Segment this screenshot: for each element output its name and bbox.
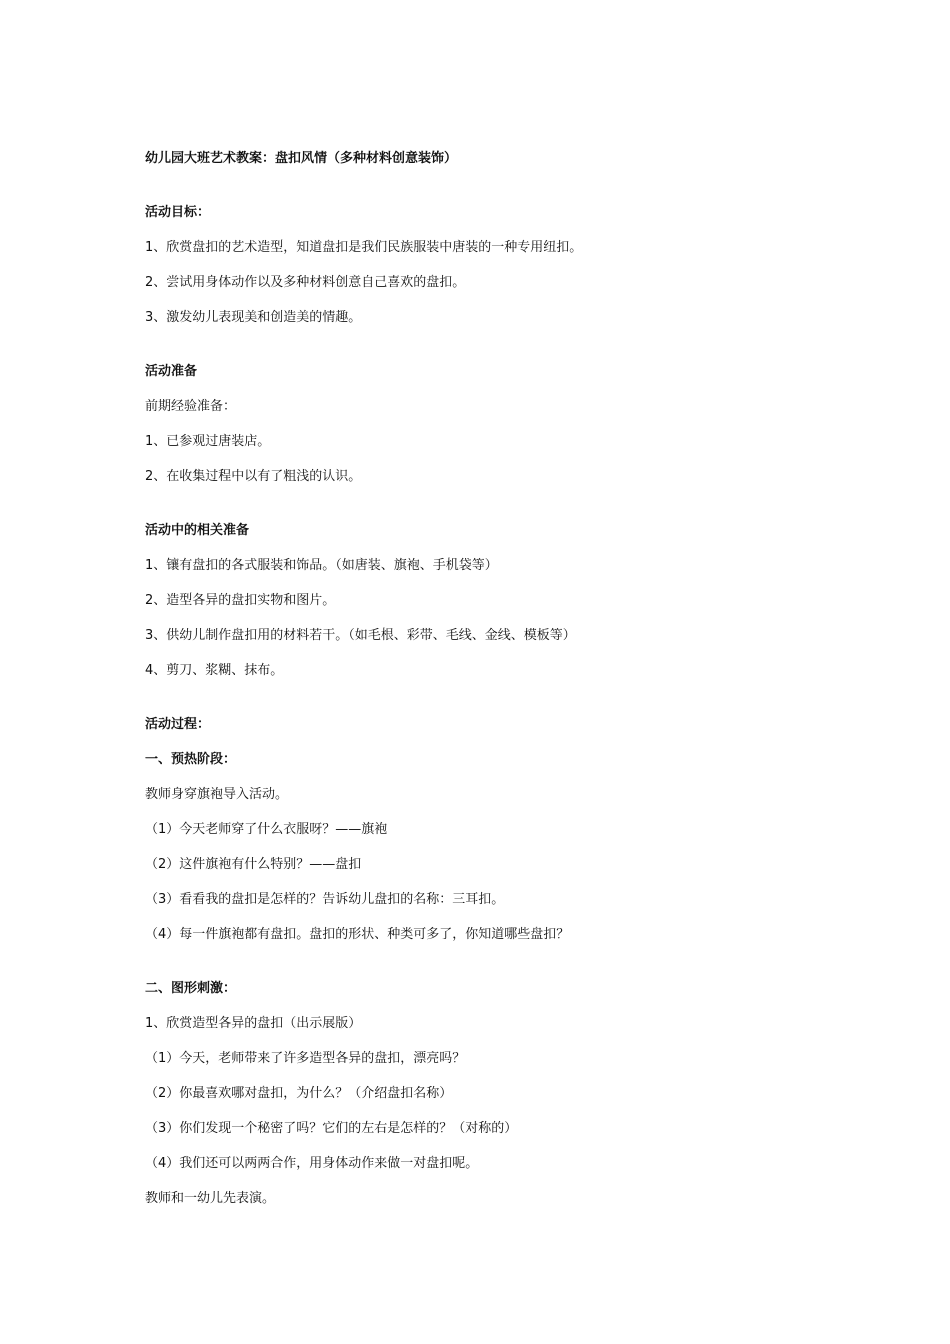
related-prep-item: 4、剪刀、浆糊、抹布。: [145, 663, 284, 678]
goals-heading: 活动目标：: [145, 205, 211, 220]
stage1-heading: 一、预热阶段：: [145, 752, 237, 767]
preparation-subheading: 前期经验准备：: [145, 399, 237, 414]
stage2-item: （3）你们发现一个秘密了吗？它们的左右是怎样的？（对称的）: [145, 1121, 518, 1136]
stage2-item: （4）我们还可以两两合作，用身体动作来做一对盘扣呢。: [145, 1156, 479, 1171]
process-heading: 活动过程：: [145, 717, 211, 732]
preparation-heading: 活动准备: [145, 364, 198, 379]
related-prep-item: 1、镶有盘扣的各式服装和饰品。（如唐装、旗袍、手机袋等）: [145, 558, 498, 573]
stage1-item: （3）看看我的盘扣是怎样的？告诉幼儿盘扣的名称：三耳扣。: [145, 892, 505, 907]
page-title: 幼儿园大班艺术教案：盘扣风情（多种材料创意装饰）: [145, 151, 458, 166]
stage1-intro: 教师身穿旗袍导入活动。: [145, 787, 289, 802]
stage1-item: （4）每一件旗袍都有盘扣。盘扣的形状、种类可多了，你知道哪些盘扣？: [145, 927, 570, 942]
related-prep-item: 2、造型各异的盘扣实物和图片。: [145, 593, 336, 608]
goal-item: 3、激发幼儿表现美和创造美的情趣。: [145, 310, 362, 325]
stage2-heading: 二、图形刺激：: [145, 981, 237, 996]
goal-item: 2、尝试用身体动作以及多种材料创意自己喜欢的盘扣。: [145, 275, 466, 290]
preparation-item: 1、已参观过唐装店。: [145, 434, 271, 449]
goal-item: 1、欣赏盘扣的艺术造型，知道盘扣是我们民族服装中唐装的一种专用纽扣。: [145, 240, 583, 255]
stage1-item: （1）今天老师穿了什么衣服呀？——旗袍: [145, 822, 388, 837]
stage2-closing: 教师和一幼儿先表演。: [145, 1191, 276, 1206]
preparation-item: 2、在收集过程中以有了粗浅的认识。: [145, 469, 362, 484]
related-prep-item: 3、供幼儿制作盘扣用的材料若干。（如毛根、彩带、毛线、金线、模板等）: [145, 628, 576, 643]
stage2-intro: 1、欣赏造型各异的盘扣（出示展版）: [145, 1016, 362, 1031]
related-prep-heading: 活动中的相关准备: [145, 523, 250, 538]
stage2-item: （2）你最喜欢哪对盘扣，为什么？（介绍盘扣名称）: [145, 1086, 453, 1101]
stage2-item: （1）今天，老师带来了许多造型各异的盘扣，漂亮吗？: [145, 1051, 466, 1066]
stage1-item: （2）这件旗袍有什么特别？——盘扣: [145, 857, 362, 872]
